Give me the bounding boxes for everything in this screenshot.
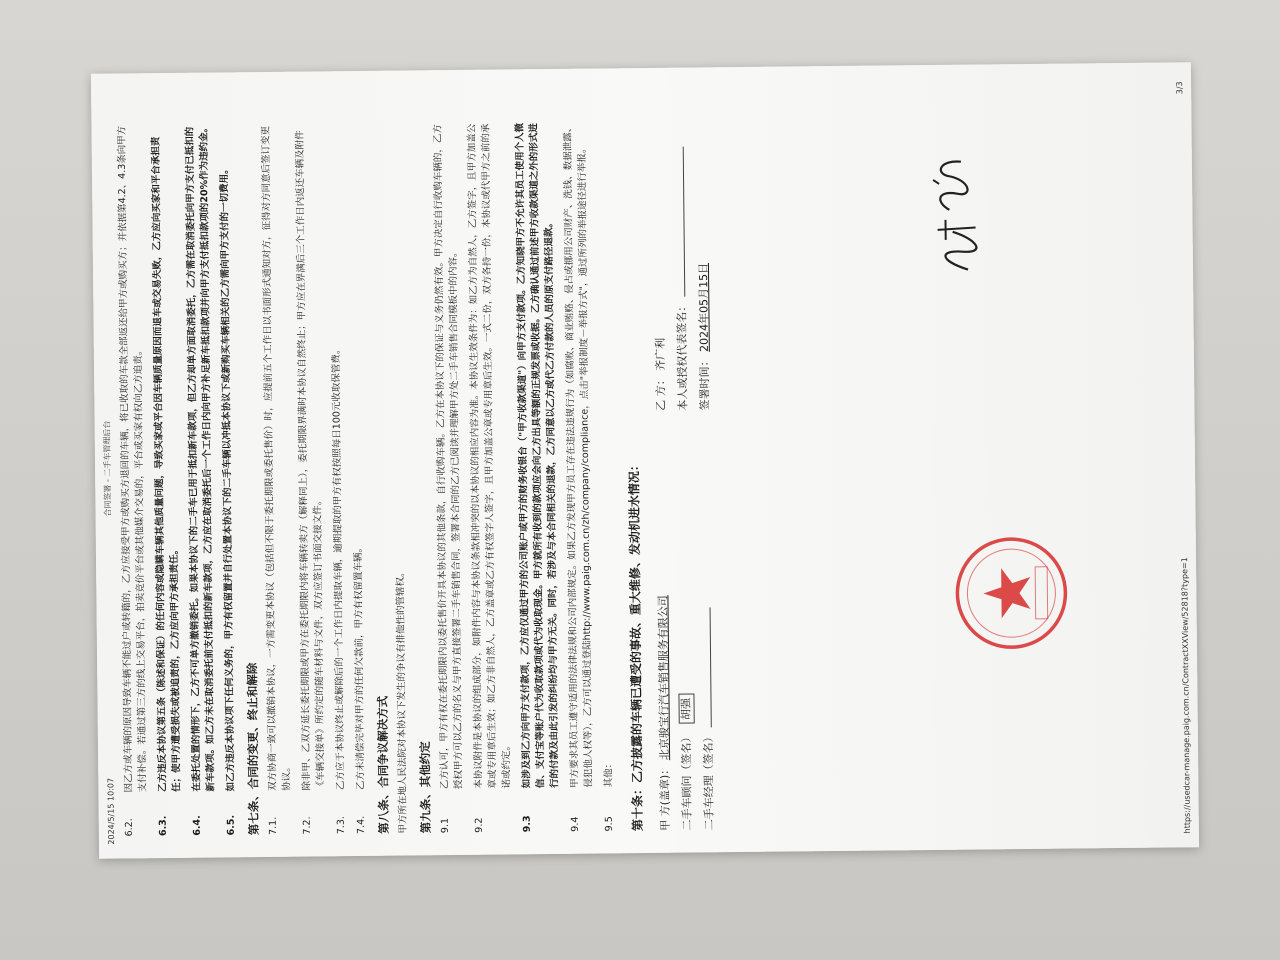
- party-a-value: 北京骏宝行汽车销售服务有限公司: [656, 595, 672, 761]
- consultant-value: 胡强: [678, 694, 694, 724]
- print-footer: [1173, 81, 1195, 833]
- clause-7-1: 7.1. 双方协商一致可以撤销本协议，一方需变更本协议（包括但不限于委托期限或委托售价）时，应提前五个工作日以书面形式通知对方，征得对方同意后签订变更协议。: [260, 125, 293, 835]
- document-page: [91, 67, 1199, 858]
- date-value: 2024年05月15日: [696, 262, 711, 352]
- authorized-signature-label: 本人或授权代表签名：: [675, 300, 690, 411]
- clause-7-2: 7.2. 除非甲、乙双方延长委托期限或甲方在委托期限内将车辆转卖方（解释同上），委托期限界满时本协议自然终止；甲方应在界满后三个工作日内返还车辆及附件《车辆交接单》所约定的随车材料与文件，双方应签订书面交接文件。: [294, 130, 327, 835]
- clause-9-4: 9.4 甲方要求其员工遵守适用的法律法规和公司内部规定。如果乙方发现甲方员工存在违法违规行为（如腐败、商业贿赂、侵占或挪用公司财产、洗钱、数据泄露、侵犯他人权等），乙方可以通过登陆http://www.paig.com.cn/zh/company/compliance，点击"举报制度－举报方式"，通过所列的举报途径进行举报。: [562, 122, 595, 832]
- clause-9-1: 9.1 乙方认可，甲方有权在委托期限内以委托售价开具本协议的其他条款，自行收购车辆。乙方在本协议下的保证与义务仍然有效。甲方决定自行收购车辆的，乙方授权甲方可以乙方的名义与甲方直接签署二手车销售合同，签署本合同的乙方已阅读并理解甲方处二手车销售合同模板中的内容。: [432, 124, 465, 834]
- clause-6-2: 6.2. 因乙方或车辆的原因导致车辆不能过户或转籍的，乙方应接受甲方或购买方退回的车辆，将已收取的车款全部返还给甲方或购买方；并依据第4.2、4.3条向甲方支付补偿。若通过第三方的线上交易平台，拍卖竞价平台或其他媒介交易的，平台或买家有权向乙方追责。: [116, 125, 149, 837]
- consultant-label: 二手车顾问（签名）: [679, 731, 694, 831]
- section-10-title: 第十条：乙方披露的车辆已遭受的事故、重大维修、发动机进水情况：: [626, 459, 645, 832]
- section-9-title: 第九条、其他约定: [417, 741, 433, 834]
- party-b-value: 齐广利: [653, 337, 668, 371]
- clause-6-5: 6.5. 如乙方违反本协议项下任何义务的，甲方有权留置并自行处置本协议下的二手车辆以冲抵本协议下或新购买车辆相关的乙方需向甲方支付的一切费用。: [218, 164, 237, 836]
- clause-9-5: 9.5 其他：: [603, 758, 615, 832]
- section-8-title: 第八条、合同争议解决方式: [375, 695, 391, 834]
- clause-6-3: 6.3. 乙方违反本协议第五条（陈述和保证）的任何内容或隐瞒车辆其他质量问题，导致买家或平台因车辆质量原因而退车或交易失败，乙方应向买家和平台承担责任；使甲方遭受损失或被追责的，乙方应向甲方承担责任。: [150, 136, 183, 837]
- handwritten-signature: [927, 139, 988, 280]
- print-datetime: 2024/5/15 10:07: [106, 777, 116, 845]
- print-url: https://usedcar-manage.paig.com.cn/ContractXXView/52818?type=1: [1180, 557, 1192, 834]
- party-b-label: 乙 方：: [654, 374, 668, 411]
- clause-9-2: 9.2 本协议附件是本协议的组成部分，如附件内容与本协议条款相冲突的以本协议的相应内容为准。本协议生效条件为：如乙方为自然人，乙方签字，且甲方加盖公章或专用章后生效；如乙方非自然人，乙方盖章或乙方有权签字人签字，且甲方加盖公章或专用章后生效。一式二份，双方各持一份，本协议或代甲方之前的承诺或约定。: [466, 123, 513, 833]
- section-8-text: 甲方所在地人民法院对本协议下发生的争议有排他性的管辖权。: [395, 567, 409, 834]
- signature-block: [647, 112, 721, 831]
- contract-body: [115, 112, 720, 836]
- date-label: 签署时间：: [697, 355, 712, 411]
- print-title: 合同签署 - 二手车管理后台: [102, 420, 113, 517]
- section-7-title: 第七条、合同的变更、终止和解除: [245, 662, 261, 836]
- company-seal-stamp: [951, 533, 1072, 654]
- party-a-label: 甲 方(盖章)：: [658, 763, 672, 831]
- print-page-number: 3/3: [1175, 81, 1185, 95]
- document-paper: [91, 62, 1199, 858]
- clause-7-3: 7.3. 乙方应于本协议终止或解除后的一个工作日内提取车辆，逾期提取的甲方有权按照每日100元收取保管费。: [330, 344, 347, 835]
- clause-6-4: 6.4. 在委托处置的情形下，乙方不可单方撤销委托。如果本协议下的二手车已用于抵扣新车款项，但乙方却单方面取消委托，乙方需在取消委托向甲方支付已抵扣的新车款项。如乙方未在取消委托前支付抵扣的新车款项，乙方应在取消委托后一个工作日内向甲方补足新车抵扣款项并向甲方支付抵扣款项的20%作为违约金。: [184, 122, 217, 836]
- manager-label: 二手车经理（签名）: [701, 731, 716, 831]
- clause-9-3: 9.3 如涉及到乙方向甲方支付款项，乙方应仅通过甲方的公司账户或甲方的财务收银台（"甲方收款渠道"）向甲方支付款项。乙方知晓甲方不允许其员工使用个人微信、支付宝等账户代为收取款项或代为收取现金。甲方就所有收到的款项应会向乙方出具等额的正规发票或收据。乙方确认通过前述甲方收款渠道之外的形式进行的付款及由此引发的纠纷均与甲方无关。同时，若涉及与本合同相关的退款，乙方同意以乙方或代乙方付款的人员的原支付路径退款。: [514, 122, 561, 833]
- clause-7-4: 7.4. 乙方未清偿完毕对甲方的任何欠款前，甲方有权留置车辆。: [352, 542, 367, 835]
